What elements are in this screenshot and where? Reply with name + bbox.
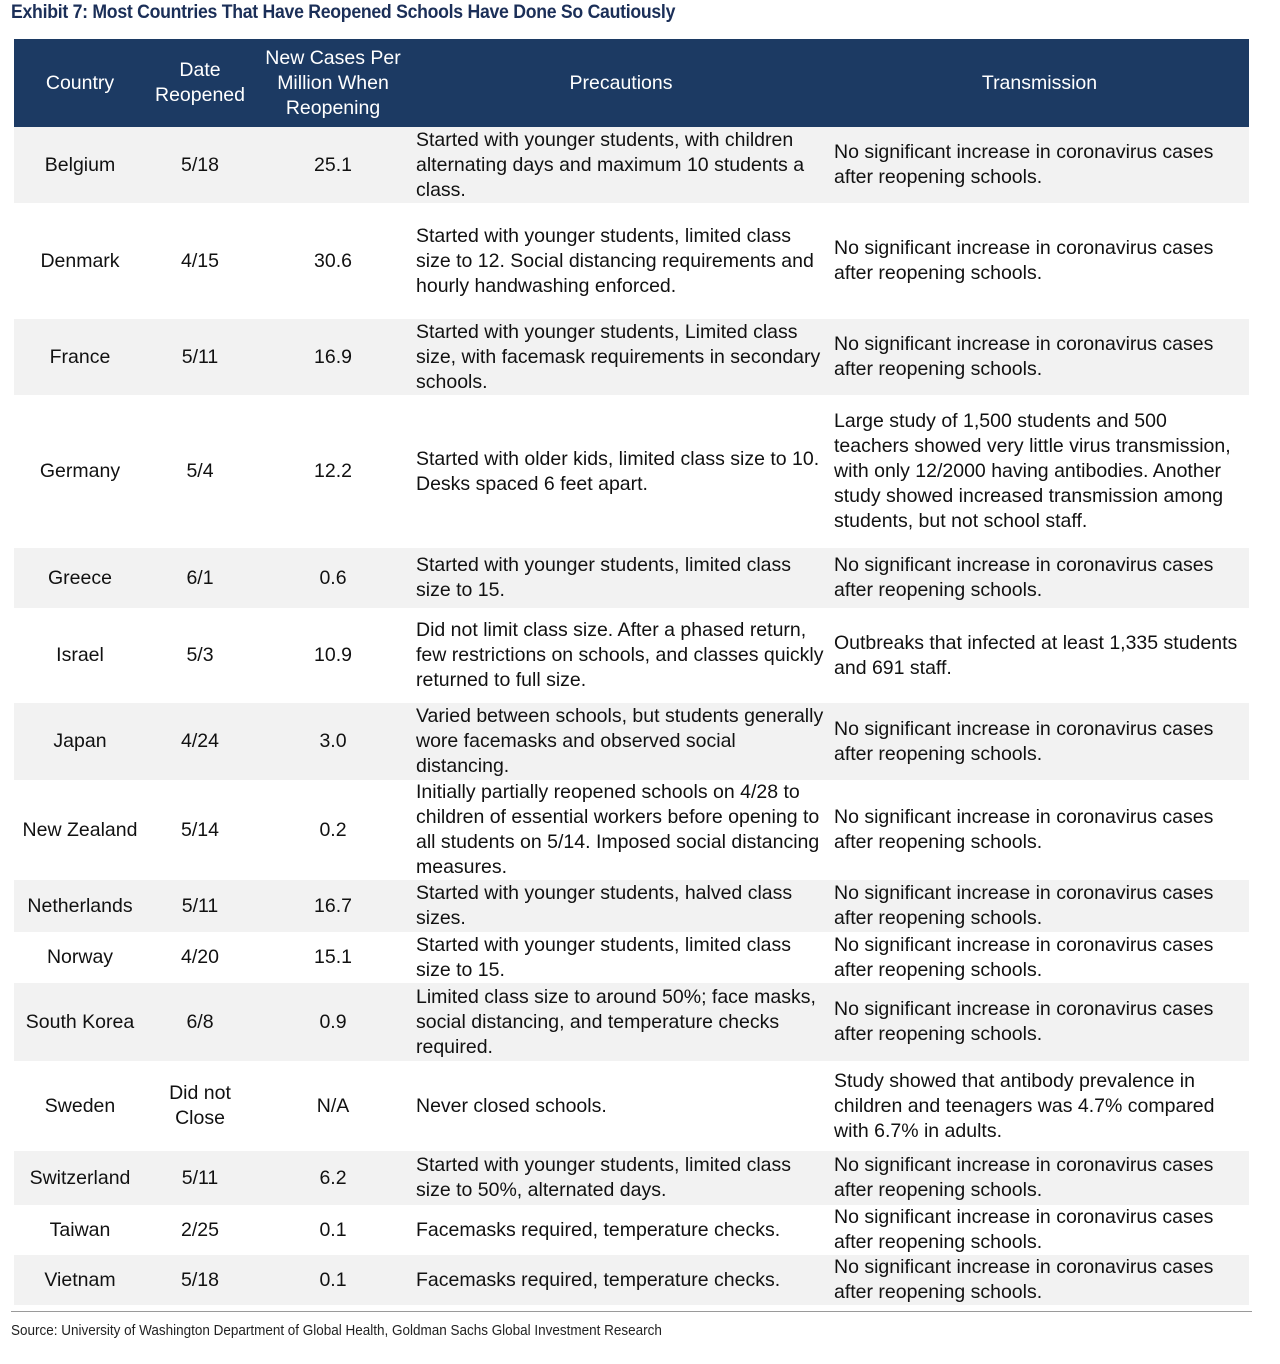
- cell-new-cases: 16.7: [254, 880, 412, 932]
- cell-new-cases: 0.2: [319, 818, 347, 841]
- column-header-precautions: Precautions: [412, 39, 830, 127]
- cell-date-reopened: 6/8: [146, 983, 254, 1061]
- cell-new-cases: 0.1: [319, 1218, 347, 1241]
- cell-country: Japan: [14, 703, 146, 780]
- cell-country: Netherlands: [14, 880, 146, 932]
- cell-new-cases: 6.2: [254, 1151, 412, 1205]
- cell-new-cases: 0.1: [254, 1255, 412, 1305]
- cell-transmission: No significant increase in coronavirus cases after reopening schools.: [830, 127, 1249, 203]
- cell-precautions: Started with younger students, with children alternating days and maximum 10 students a class.: [412, 127, 830, 203]
- cell-precautions: Facemasks required, temperature checks.: [416, 1218, 781, 1241]
- cell-date-reopened: 5/11: [146, 880, 254, 932]
- cell-country: Vietnam: [14, 1255, 146, 1305]
- cell-date-reopened: 5/3: [186, 644, 214, 666]
- table-row: [14, 395, 1249, 548]
- cell-country: Sweden: [44, 1094, 116, 1117]
- cell-transmission: No significant increase in coronavirus cases after reopening schools.: [830, 1255, 1249, 1305]
- cell-date-reopened: 5/18: [146, 127, 254, 203]
- table-row: [14, 880, 1249, 932]
- cell-date-reopened: 4/24: [146, 703, 254, 780]
- column-header-transmission: Transmission: [830, 39, 1249, 127]
- cell-date-reopened: 2/25: [181, 1218, 219, 1241]
- cell-new-cases: 16.9: [254, 319, 412, 395]
- cell-date-reopened: 5/11: [146, 319, 254, 395]
- cell-precautions: Started with younger students, limited class size to 15.: [412, 548, 830, 608]
- cell-transmission: No significant increase in coronavirus cases after reopening schools.: [830, 1151, 1249, 1205]
- footer-divider: [11, 1311, 1252, 1312]
- table-row: [14, 203, 1249, 319]
- table-row: [14, 1205, 1249, 1255]
- column-header-date-reopened: Date Reopened: [146, 39, 254, 127]
- cell-transmission: Outbreaks that infected at least 1,335 students and 691 staff.: [834, 631, 1238, 679]
- table-row: [14, 932, 1249, 983]
- cell-date-reopened: 5/18: [146, 1255, 254, 1305]
- table-row: [14, 983, 1249, 1061]
- cell-country: France: [14, 319, 146, 395]
- cell-precautions: Started with older kids, limited class size to 10. Desks spaced 6 feet apart.: [416, 447, 820, 495]
- cell-precautions: Started with younger students, limited class size to 50%, alternated days.: [412, 1151, 830, 1205]
- table-row: [14, 548, 1249, 608]
- cell-precautions: Facemasks required, temperature checks.: [412, 1255, 830, 1305]
- cell-date-reopened: 6/1: [146, 548, 254, 608]
- cell-country: New Zealand: [22, 818, 138, 841]
- cell-precautions: Did not limit class size. After a phased return, few restrictions on schools, and classes quickly returned to full size.: [416, 619, 824, 691]
- table-row: [14, 608, 1249, 703]
- cell-date-reopened: 5/4: [186, 460, 214, 482]
- cell-new-cases: 25.1: [254, 127, 412, 203]
- cell-precautions: Limited class size to around 50%; face masks, social distancing, and temperature checks required.: [412, 983, 830, 1061]
- table-row: [14, 1151, 1249, 1205]
- cell-date-reopened: 4/15: [181, 249, 219, 272]
- cell-transmission: No significant increase in coronavirus cases after reopening schools.: [834, 806, 1214, 853]
- cell-transmission: No significant increase in coronavirus cases after reopening schools.: [830, 548, 1249, 608]
- exhibit-title: Exhibit 7: Most Countries That Have Reopened Schools Have Done So Cautiously: [11, 2, 676, 23]
- cell-precautions: Started with younger students, limited class size to 12. Social distancing requirements and hourly handwashing enforced.: [416, 224, 814, 297]
- cell-new-cases: 30.6: [314, 249, 352, 272]
- cell-date-reopened: Did not Close: [169, 1082, 231, 1129]
- cell-transmission: No significant increase in coronavirus cases after reopening schools.: [830, 880, 1249, 932]
- reopening-table: [14, 39, 1249, 1305]
- cell-precautions: Initially partially reopened schools on 4/28 to children of essential workers before opening to all students on 5/14. Imposed social distancing measures.: [416, 781, 820, 878]
- cell-country: Belgium: [14, 127, 146, 203]
- cell-country: Israel: [56, 644, 104, 666]
- table-row: [14, 127, 1249, 203]
- cell-new-cases: 0.9: [254, 983, 412, 1061]
- cell-date-reopened: 4/20: [181, 946, 219, 968]
- cell-transmission: No significant increase in coronavirus cases after reopening schools.: [834, 1206, 1214, 1253]
- table-header-row: [14, 39, 1249, 127]
- cell-date-reopened: 5/14: [181, 818, 219, 841]
- cell-transmission: No significant increase in coronavirus cases after reopening schools.: [834, 237, 1214, 284]
- table-row: [14, 319, 1249, 395]
- cell-precautions: Started with younger students, halved class sizes.: [412, 880, 830, 932]
- cell-country: Denmark: [40, 249, 120, 272]
- table-row: [14, 1061, 1249, 1151]
- cell-country: Norway: [46, 946, 114, 968]
- column-header-new-cases: New Cases Per Million When Reopening: [254, 39, 412, 127]
- table-row: [14, 1255, 1249, 1305]
- cell-country: Switzerland: [14, 1151, 146, 1205]
- cell-country: Germany: [39, 460, 121, 482]
- source-note: Source: University of Washington Department of Global Health, Goldman Sachs Global Investment Research: [11, 1323, 662, 1339]
- cell-country: Taiwan: [49, 1218, 111, 1241]
- cell-transmission: Study showed that antibody prevalence in children and teenagers was 4.7% compared with 6.7% in adults.: [834, 1069, 1215, 1142]
- column-header-country: Country: [14, 39, 146, 127]
- cell-new-cases: 0.6: [254, 548, 412, 608]
- cell-precautions: Varied between schools, but students generally wore facemasks and observed social distancing.: [412, 703, 830, 780]
- cell-transmission: Large study of 1,500 students and 500 teachers showed very little virus transmission, with only 12/2000 having antibodies. Another study showed increased transmission among students, but not school staff.: [834, 410, 1231, 532]
- cell-new-cases: 12.2: [314, 460, 352, 482]
- cell-transmission: No significant increase in coronavirus cases after reopening schools.: [834, 933, 1214, 981]
- cell-date-reopened: 5/11: [146, 1151, 254, 1205]
- table-row: [14, 780, 1249, 880]
- cell-precautions: Never closed schools.: [416, 1094, 607, 1117]
- cell-precautions: Started with younger students, limited class size to 15.: [416, 933, 792, 981]
- cell-precautions: Started with younger students, Limited class size, with facemask requirements in secondary schools.: [412, 319, 830, 395]
- cell-new-cases: 15.1: [314, 946, 352, 968]
- cell-new-cases: N/A: [316, 1094, 350, 1117]
- cell-country: Greece: [14, 548, 146, 608]
- table-row: [14, 703, 1249, 780]
- cell-country: South Korea: [14, 983, 146, 1061]
- cell-new-cases: 10.9: [314, 644, 352, 666]
- cell-transmission: No significant increase in coronavirus cases after reopening schools.: [830, 983, 1249, 1061]
- cell-transmission: No significant increase in coronavirus cases after reopening schools.: [830, 319, 1249, 395]
- cell-new-cases: 3.0: [254, 703, 412, 780]
- cell-transmission: No significant increase in coronavirus cases after reopening schools.: [830, 703, 1249, 780]
